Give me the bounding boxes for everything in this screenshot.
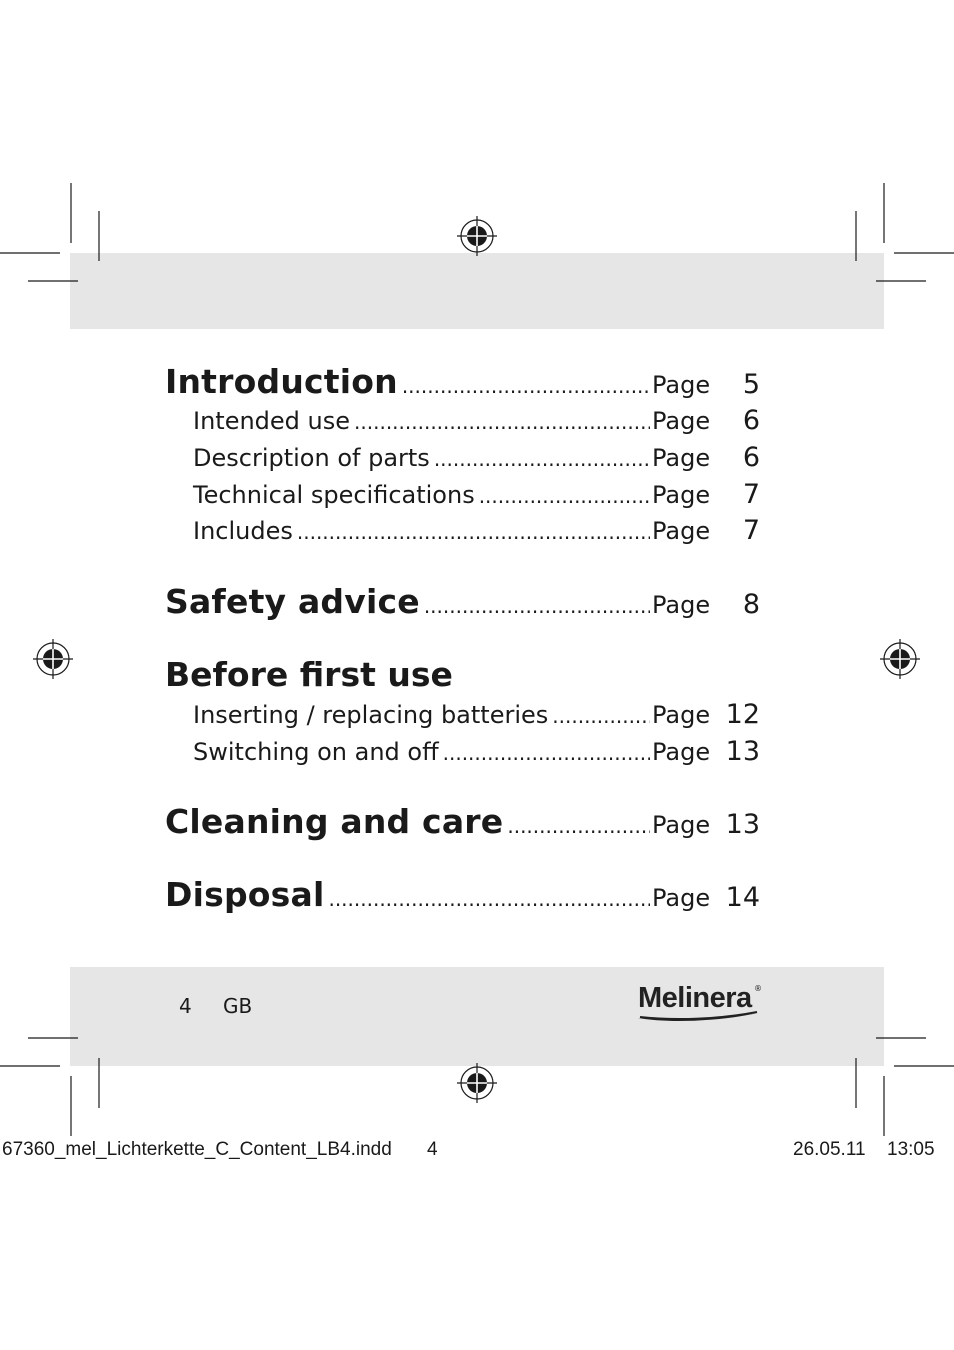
dot-leader xyxy=(552,704,650,728)
page-number: 13 xyxy=(725,809,760,840)
toc-entry-switching[interactable] xyxy=(193,736,760,767)
toc-subheading: Technical specifications xyxy=(193,481,475,509)
page-number: 12 xyxy=(725,699,760,730)
page-label: Page xyxy=(652,884,711,912)
toc-entry-intended-use[interactable] xyxy=(193,405,760,436)
logo-text: Melinera xyxy=(638,982,752,1014)
toc-heading: Safety advice xyxy=(165,582,420,621)
dot-leader xyxy=(328,887,650,911)
slug-time: 13:05 xyxy=(887,1139,935,1160)
dot-leader xyxy=(297,520,650,544)
page-label: Page xyxy=(652,738,711,766)
toc-subheading: Inserting / replacing batteries xyxy=(193,701,549,729)
page-number: 6 xyxy=(742,442,760,473)
toc-subheading: Includes xyxy=(193,517,293,545)
dot-leader xyxy=(443,741,650,765)
toc-entry-inserting-batteries[interactable] xyxy=(193,699,760,730)
toc-entry-technical-specifications[interactable] xyxy=(193,479,760,510)
dot-leader xyxy=(424,594,650,618)
page-number: 8 xyxy=(742,589,760,620)
toc-entry-includes[interactable] xyxy=(193,515,760,546)
page-label: Page xyxy=(652,444,711,472)
toc-heading: Introduction xyxy=(165,362,398,401)
toc-heading-before-first-use[interactable]: Before first use xyxy=(165,655,453,694)
page-number: 5 xyxy=(742,369,760,400)
logo-registered-mark: ® xyxy=(754,984,762,993)
page-label: Page xyxy=(652,811,711,839)
page-number: 14 xyxy=(725,882,760,913)
dot-leader xyxy=(507,814,650,838)
page-number: 6 xyxy=(742,405,760,436)
page-number: 13 xyxy=(725,736,760,767)
slug-date: 26.05.11 xyxy=(793,1139,866,1160)
footer-language: GB xyxy=(223,994,253,1018)
toc-heading: Cleaning and care xyxy=(165,802,504,841)
page-number: 7 xyxy=(742,515,760,546)
dot-leader xyxy=(479,484,650,508)
page-number: 7 xyxy=(742,479,760,510)
page-label: Page xyxy=(652,407,711,435)
page-label: Page xyxy=(652,481,711,509)
dot-leader xyxy=(434,447,650,471)
toc-heading: Disposal xyxy=(165,875,325,914)
slug-filename: 67360_mel_Lichterkette_C_Content_LB4.indd xyxy=(2,1139,392,1160)
toc-entry-description-of-parts[interactable] xyxy=(193,442,760,473)
toc-entry-cleaning-and-care[interactable] xyxy=(165,802,760,841)
toc-subheading: Description of parts xyxy=(193,444,430,472)
slug-page: 4 xyxy=(427,1139,438,1160)
page-label: Page xyxy=(652,701,711,729)
melinera-logo xyxy=(636,982,766,1028)
dot-leader xyxy=(354,410,650,434)
toc-subheading: Switching on and off xyxy=(193,738,439,766)
toc-entry-introduction[interactable] xyxy=(165,362,760,401)
footer-page-number: 4 xyxy=(179,994,192,1018)
page-label: Page xyxy=(652,517,711,545)
toc-subheading: Intended use xyxy=(193,407,351,435)
page-label: Page xyxy=(652,591,711,619)
logo-swoosh-icon xyxy=(636,1010,760,1024)
toc-entry-disposal[interactable] xyxy=(165,875,760,914)
toc-entry-safety-advice[interactable] xyxy=(165,582,760,621)
page-label: Page xyxy=(652,371,711,399)
dot-leader xyxy=(402,374,650,398)
